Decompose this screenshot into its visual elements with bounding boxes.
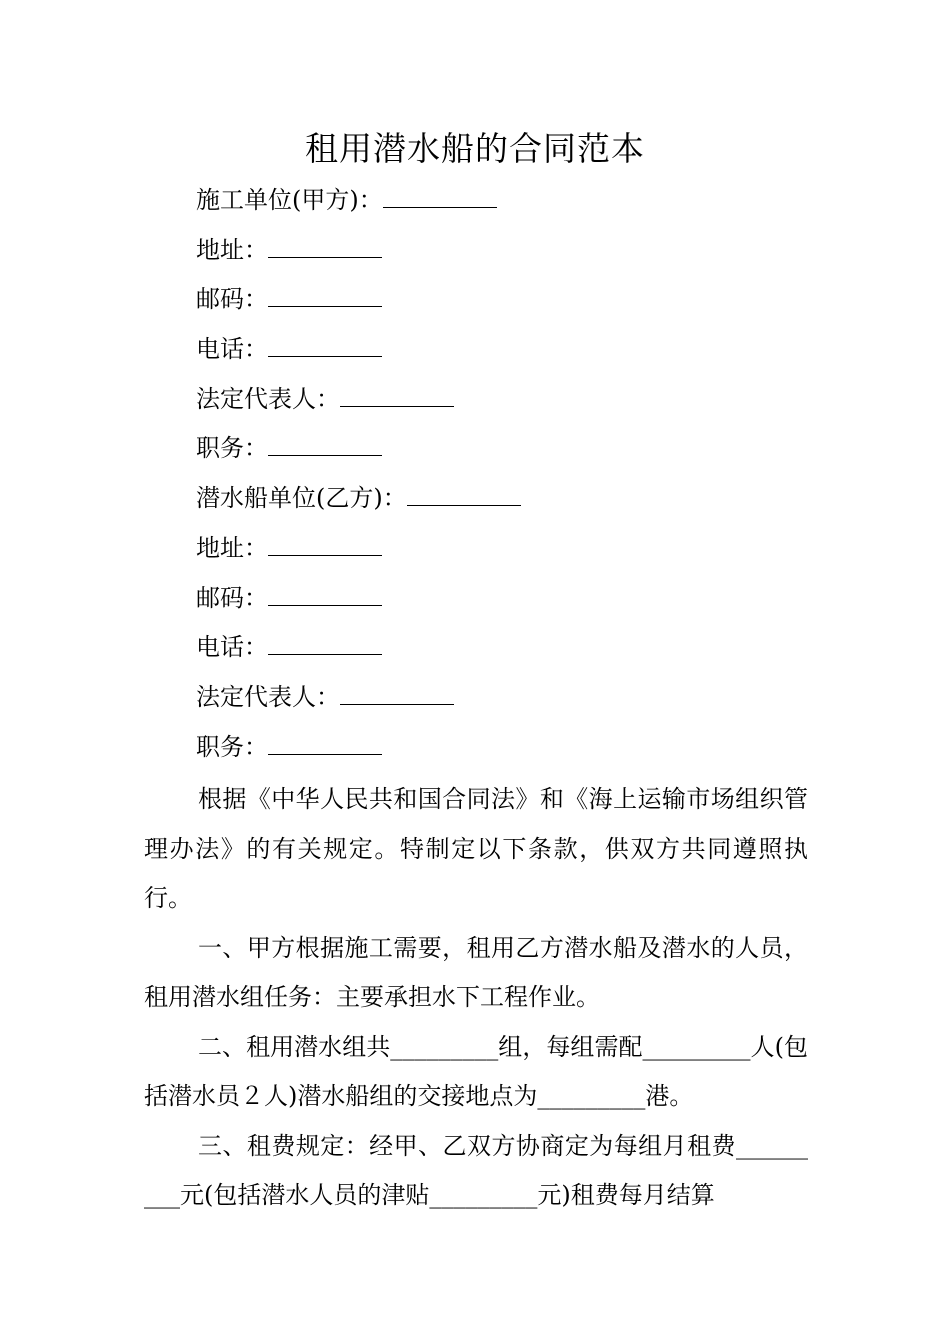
paragraph-preamble: 根据《中华人民共和国合同法》和《海上运输市场组织管理办法》的有关规定。特制定以下条款，供双方共同遵照执行。: [144, 785, 808, 912]
paragraph-clause-1: 一、甲方根据施工需要，租用乙方潜水船及潜水的人员，租用潜水组任务：主要承担水下工程作业。: [144, 933, 808, 1011]
field-label: 邮码：: [196, 583, 268, 612]
field-party-a-unit: [196, 178, 836, 228]
field-party-a-position: [196, 426, 836, 476]
field-label: 职务：: [196, 732, 268, 761]
field-label: 施工单位(甲方)：: [196, 186, 383, 214]
field-label: 电话：: [196, 633, 268, 662]
field-party-a-phone: [196, 327, 836, 377]
field-party-b-position: [196, 725, 836, 775]
field-party-a-postcode: [196, 277, 836, 327]
fill-in-blank: [340, 380, 454, 407]
fill-in-blank: [268, 429, 382, 456]
fill-in-blank: [407, 479, 521, 506]
contract-body: [144, 775, 808, 1221]
field-party-b-phone: [196, 625, 836, 675]
fill-in-blank: [383, 181, 497, 208]
fill-in-blank: [268, 280, 382, 307]
fill-in-blank: [268, 579, 382, 606]
fill-in-blank: [268, 330, 382, 357]
field-label: 地址：: [196, 235, 268, 264]
field-label: 邮码：: [196, 285, 268, 314]
field-label: 地址：: [196, 533, 268, 562]
party-info-fields: [196, 178, 836, 774]
field-label: 职务：: [196, 434, 268, 463]
paragraph-clause-3: 三、租费规定：经甲、乙双方协商定为每组月租费_________元(包括潜水人员的津贴_________元)租费每月结算: [144, 1131, 808, 1209]
fill-in-blank: [268, 529, 382, 556]
fill-in-blank: [268, 628, 382, 655]
fill-in-blank: [268, 231, 382, 258]
field-label: 潜水船单位(乙方)：: [196, 484, 407, 513]
field-label: 电话：: [196, 335, 268, 364]
field-party-b-legal-rep: [196, 675, 836, 725]
paragraph-clause-2: 二、租用潜水组共_________组，每组需配_________人(包括潜水员２人)潜水船组的交接地点为_________港。: [144, 1032, 808, 1110]
field-party-b-unit: [196, 476, 836, 526]
fill-in-blank: [340, 678, 454, 705]
field-party-b-postcode: [196, 576, 836, 626]
page-title: 租用潜水船的合同范本: [305, 129, 645, 168]
field-label: 法定代表人：: [196, 682, 340, 711]
field-party-a-legal-rep: [196, 377, 836, 427]
fill-in-blank: [268, 728, 382, 755]
field-label: 法定代表人：: [196, 384, 340, 413]
field-party-b-address: [196, 526, 836, 576]
field-party-a-address: [196, 228, 836, 278]
